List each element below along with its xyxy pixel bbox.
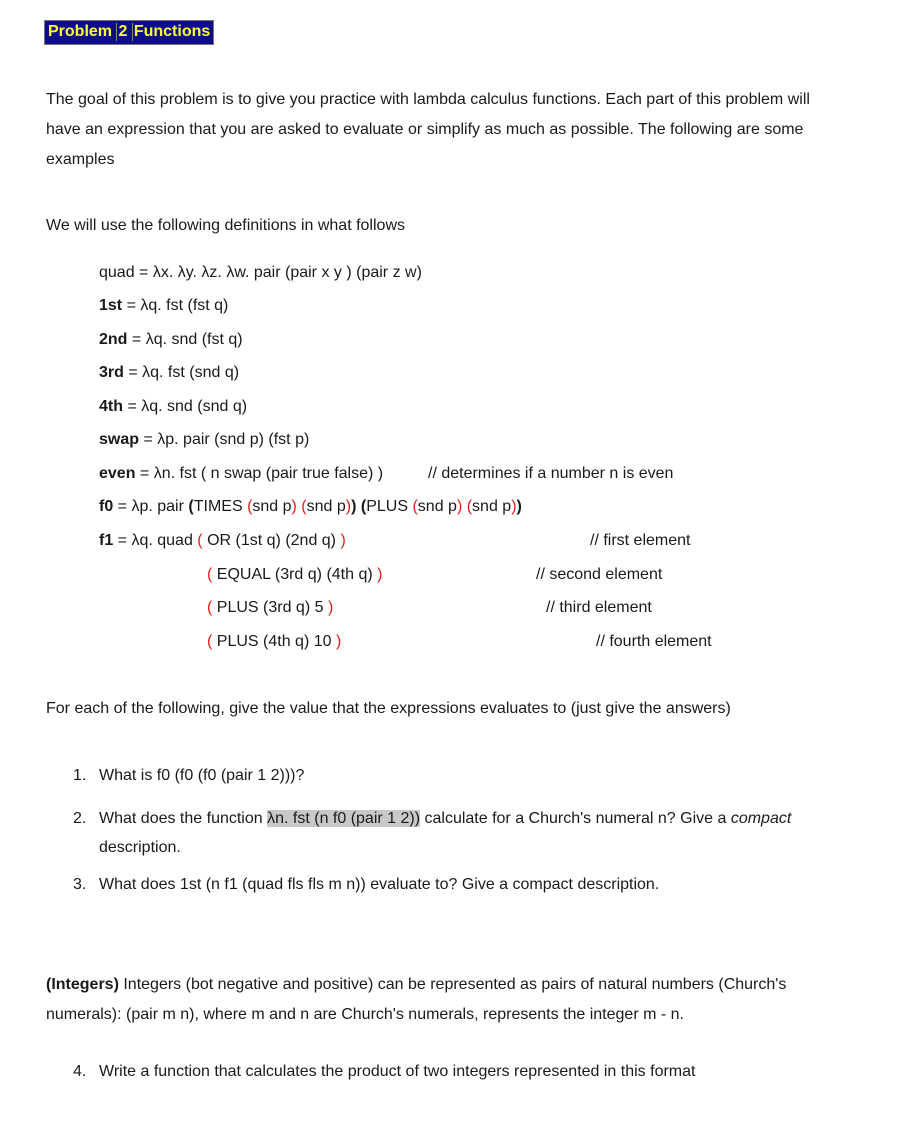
intro-paragraph: The goal of this problem is to give you practice with lambda calculus functions. Each part of this problem will have an expression that you are asked to evaluate or simplify as much as possible. The following are some examples (46, 91, 810, 168)
f0-part: ) (511, 498, 517, 515)
f0-part: = λp. pair (113, 498, 189, 515)
def-swap (99, 431, 309, 449)
f1-line (207, 599, 333, 617)
integers-heading: (Integers) (46, 976, 119, 993)
def-name: f0 (99, 498, 114, 515)
title-word: Problem (48, 23, 113, 40)
def-body: = λn. fst ( n swap (pair true false) ) (135, 465, 384, 482)
question-emphasis: compact (730, 810, 792, 827)
f0-part: ( (247, 498, 253, 515)
question-4 (73, 1063, 695, 1081)
def-name: 2nd (99, 331, 128, 348)
question-text: What does 1st (n f1 (quad fls fls m n)) evaluate to? Give a compact description. (99, 876, 660, 893)
f1-open-paren: ( (207, 566, 217, 583)
f0-part: ) ( (351, 498, 367, 515)
f1-expr: OR (1st q) (2nd q) (207, 532, 341, 549)
f1-expr: EQUAL (3rd q) (4th q) (216, 566, 378, 583)
f0-part: ( (412, 498, 418, 515)
question-text: What does the function (99, 810, 268, 827)
def-name: 3rd (99, 364, 124, 381)
f0-part: snd p (306, 498, 346, 515)
f0-part: ) (345, 498, 352, 515)
question-text: Write a function that calculates the product of two integers represented in this format (99, 1063, 696, 1080)
integers-text: Integers (bot negative and positive) can be represented as pairs of natural numbers (Church's numerals): (pair m n), where m and n are Church's numerals, represents the integer m - n. (46, 976, 787, 1023)
f0-part: TIMES (193, 498, 248, 515)
title-word: 2 (118, 23, 128, 40)
question-number: 3. (73, 876, 87, 893)
f0-part: PLUS (366, 498, 413, 515)
f0-part: ) ( (456, 498, 473, 515)
def-name: f1 (99, 532, 114, 549)
def-body: = λq. snd (fst q) (127, 331, 243, 348)
def-name: swap (99, 431, 140, 448)
def-4th (99, 398, 247, 416)
f1-close-paren: ) (340, 532, 346, 549)
title-word: Functions (133, 23, 211, 40)
question-number: 2. (73, 810, 87, 827)
def-body: = λq. fst (fst q) (122, 297, 229, 314)
f1-comment: // third element (546, 599, 652, 616)
questions-intro: For each of the following, give the value that the expressions evaluates to (just give the answers) (46, 700, 731, 717)
highlighted-expression: λn. fst (n f0 (pair 1 2)) (267, 810, 421, 827)
f1-open-paren: ( (207, 633, 217, 650)
f0-part: ) ( (291, 498, 307, 515)
f1-expr: PLUS (4th q) 10 (216, 633, 336, 650)
question-2-continuation: description. (99, 839, 181, 856)
def-even (99, 465, 383, 483)
def-f0 (99, 498, 522, 516)
f0-part: snd p (472, 498, 512, 515)
question-text: calculate for a Church's numeral n? Give a (420, 810, 731, 827)
question-text: What is f0 (f0 (f0 (pair 1 2)))? (99, 767, 305, 784)
problem-title (44, 20, 214, 45)
def-body: = λp. pair (snd p) (fst p) (139, 431, 310, 448)
question-number: 1. (73, 767, 87, 784)
def-2nd (99, 331, 243, 349)
f1-expr: PLUS (3rd q) 5 (216, 599, 328, 616)
f1-open-paren: ( (197, 532, 208, 549)
f1-comment: // second element (536, 566, 663, 583)
f1-close-paren: ) (377, 566, 383, 583)
f1-line (207, 566, 382, 584)
f1-close-paren: ) (335, 633, 342, 650)
def-body: = λq. quad (113, 532, 198, 549)
question-3 (73, 876, 659, 894)
even-comment: // determines if a number n is even (428, 465, 674, 482)
f0-part: ) (516, 498, 522, 515)
def-name: 1st (99, 297, 123, 314)
def-1st (99, 297, 228, 315)
def-name: even (99, 465, 136, 482)
f0-part: snd p (252, 498, 292, 515)
f0-part: snd p (417, 498, 457, 515)
question-2 (73, 810, 791, 828)
def-name: 4th (99, 398, 123, 415)
f1-close-paren: ) (327, 599, 334, 616)
f0-part: ( (188, 498, 194, 515)
def-f1 (99, 532, 346, 550)
question-1 (73, 767, 304, 785)
def-3rd (99, 364, 239, 382)
def-body: = λq. snd (snd q) (123, 398, 248, 415)
f1-comment: // fourth element (596, 633, 712, 650)
def-quad: quad = λx. λy. λz. λw. pair (pair x y ) (pair z w) (99, 264, 422, 281)
f1-open-paren: ( (207, 599, 217, 616)
integers-paragraph (46, 970, 836, 1030)
question-number: 4. (73, 1063, 87, 1080)
def-body: = λq. fst (snd q) (123, 364, 240, 381)
f1-line (207, 633, 341, 651)
f1-comment: // first element (590, 532, 691, 549)
definitions-intro: We will use the following definitions in what follows (46, 217, 405, 234)
